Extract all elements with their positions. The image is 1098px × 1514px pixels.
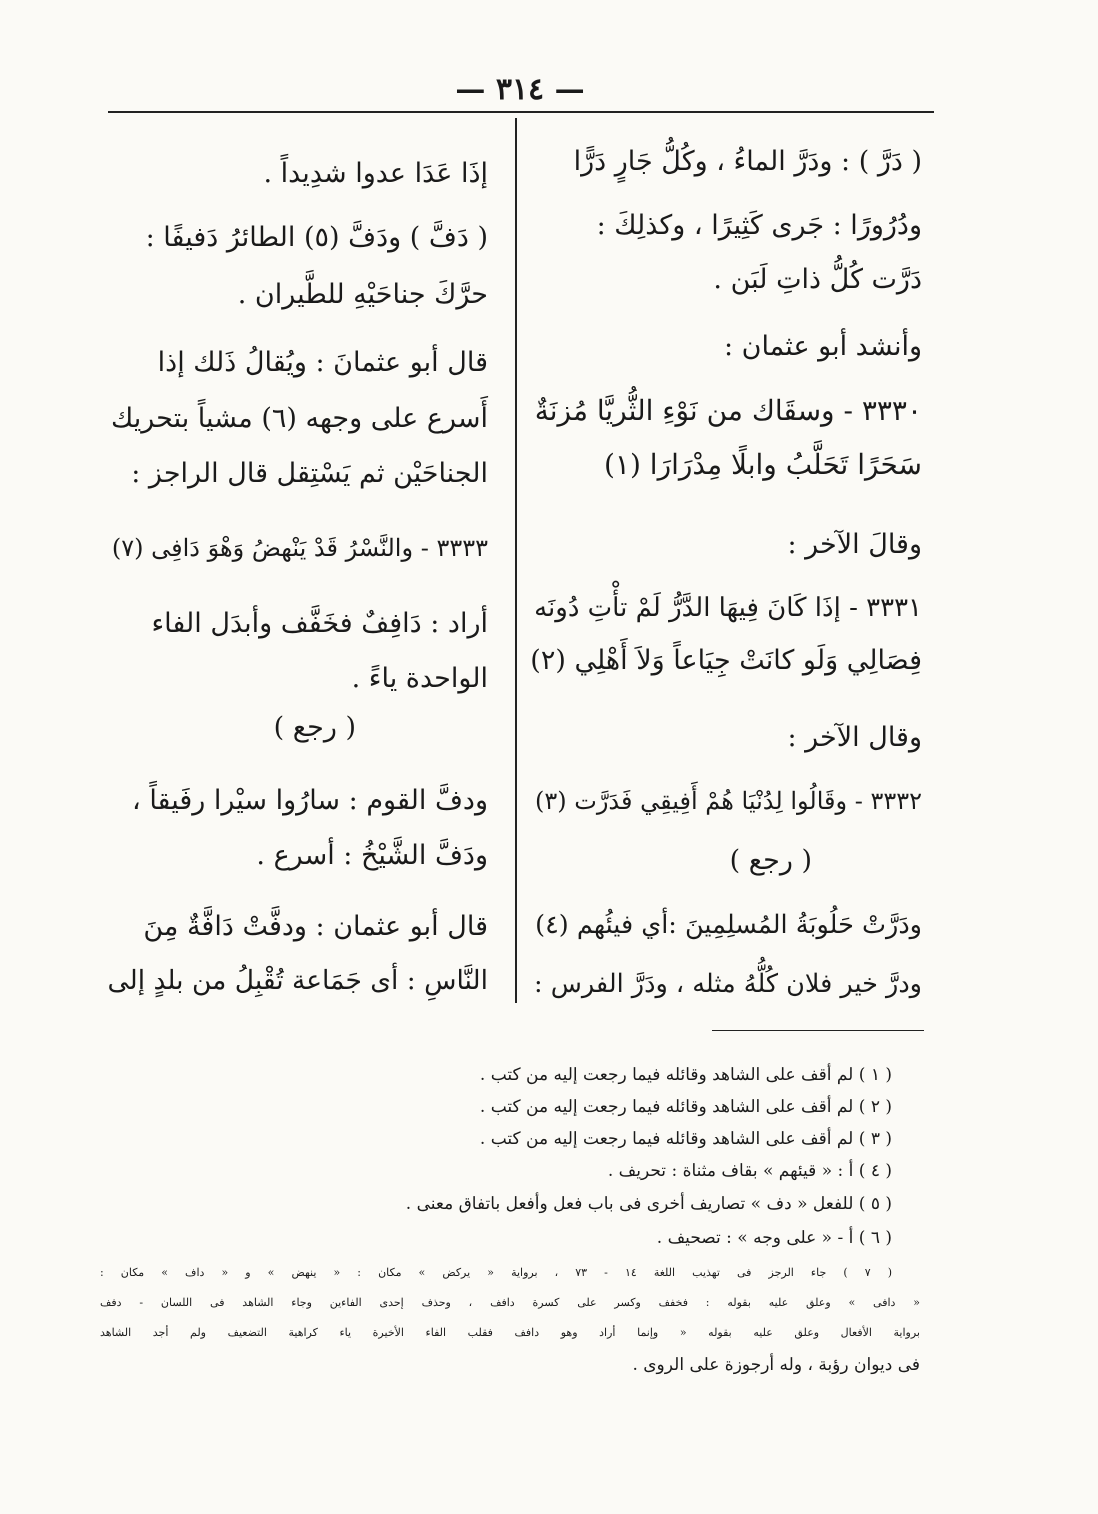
verse-line: ٣٣٣١ - إذَا كَانَ فِيهَا الدَّرُّ لَمْ تأْتِ دُونَه [534,593,922,623]
footnote: ( ٥ ) للفعل « دف » تصاريف أخرى فى باب فعل وأفعل باتفاق معنى . [405,1194,892,1214]
text-line: أراد : دَافِفٌ فخَفَّف وأبدَل الفاء [151,608,488,639]
footnote-continuation: « دافى » وعلق عليه بقوله : فخفف وكسر على كسرة دافف ، وحذف إحدى الفاءين وجاء الشاهد فى اللسان - دفف [100,1296,920,1309]
verse-line: فِصَالِي وَلَو كانَتْ جِيَاعاً وَلاَ أَهْلِي (٢) [530,645,922,676]
verse-line: سَحَرًا تَحَلَّبُ وابلًا مِدْرَارَا (١) [603,448,922,481]
footnote: ( ٧ ) جاء الرجز فى تهذيب اللغة ١٤ - ٧٣ ، برواية « يركض » مكان : « ينهض » و « داف » مكان : [100,1266,892,1279]
footnote-rule [712,1030,924,1031]
text-line: أَسرع على وجهه (٦) مشياً بتحريك [110,403,488,434]
text-line: ( دَرَّ ) : ودَرَّ الماءُ ، وكُلُّ جَارٍ دَرًّا [573,146,922,177]
text-line: الواحدة ياءً . [351,663,488,694]
footnote: ( ١ ) لم أقف على الشاهد وقائله فيما رجعت إليه من كتب . [479,1065,892,1085]
section-marker: ( رجع ) [273,712,356,743]
text-line: وأنشد أبو عثمان : [723,331,922,362]
verse-line: ٣٣٣٠ - وسقَاك من نَوْءِ الثُّريَّا مُزنَةٌ [534,394,922,427]
text-line: وقالَ الآخر : [787,529,922,560]
text-line: الجناحَيْن ثم يَسْتِقل قال الراجز : [131,458,488,489]
text-line: ودَفَّ الشَّيْخُ : أسرع . [256,840,488,871]
text-line: ودفَّ القوم : سارُوا سيْرا رفَيقاً ، [132,785,488,816]
footnote-continuation: فى ديوان رؤبة ، وله أرجوزة على الروى . [632,1355,920,1375]
text-line: قال أبو عثمانَ : ويُقالُ ذَلك إذا [157,347,488,378]
verse-line: ٣٣٣٢ - وقَالُوا لِدُنْيَا هُمْ أَفِيقِي فَدَرَّت (٣) [534,787,922,815]
footnote: ( ٤ ) أ : « قيئهم » بقاف مثناة : تحريف . [607,1161,892,1181]
header-rule [108,111,934,113]
footnote: ( ٣ ) لم أقف على الشاهد وقائله فيما رجعت إليه من كتب . [479,1129,892,1149]
text-line: إذَا عَدَا عدوا شدِيداً . [263,158,488,189]
footnote: ( ٦ ) أ - « على وجه » : تصحيف . [656,1228,892,1248]
text-line: ودرَّ خير فلان كُلُّهُ مثله ، ودَرَّ الفرس : [534,969,922,999]
text-line: النَّاسِ : أى جَمَاعة تُقْبِلُ من بلدٍ إلى [107,965,488,996]
footnote: ( ٢ ) لم أقف على الشاهد وقائله فيما رجعت إليه من كتب . [479,1097,892,1117]
text-line: دَرَّت كُلُّ ذاتِ لَبَن . [713,264,922,295]
text-line: ودُرُورًا : جَرى كَثِيرًا ، وكذلِكَ : [596,210,922,241]
section-marker: ( رجع ) [729,845,812,876]
column-divider [515,118,517,1003]
footnote-continuation: برواية الأفعال وعلق عليه بقوله « وإنما أراد وهو دافف فقلب الفاء الأخيرة ياء كراهية التضعيف ولم أجد الشاهد [100,1326,920,1339]
verse-line: ٣٣٣٣ - والنَّسْرُ قَدْ يَنْهضُ وَهْوَ دَافِى (٧) [111,534,488,562]
text-line: ودَرَّتْ حَلُوبَةُ المُسلِمِينَ :أي فيئُهم (٤) [535,910,922,940]
text-line: ( دَفَّ ) ودَفَّ (٥) الطائرُ دَفيفًا : [145,222,488,253]
text-line: وقال الآخر : [787,722,922,753]
text-line: حرَّكَ جناحَيْهِ للطَّيران . [237,279,488,310]
text-line: قال أبو عثمان : ودفَّتْ دَافَّةٌ مِنَ [143,911,488,942]
page-number: — ٣١٤ — [455,72,585,107]
